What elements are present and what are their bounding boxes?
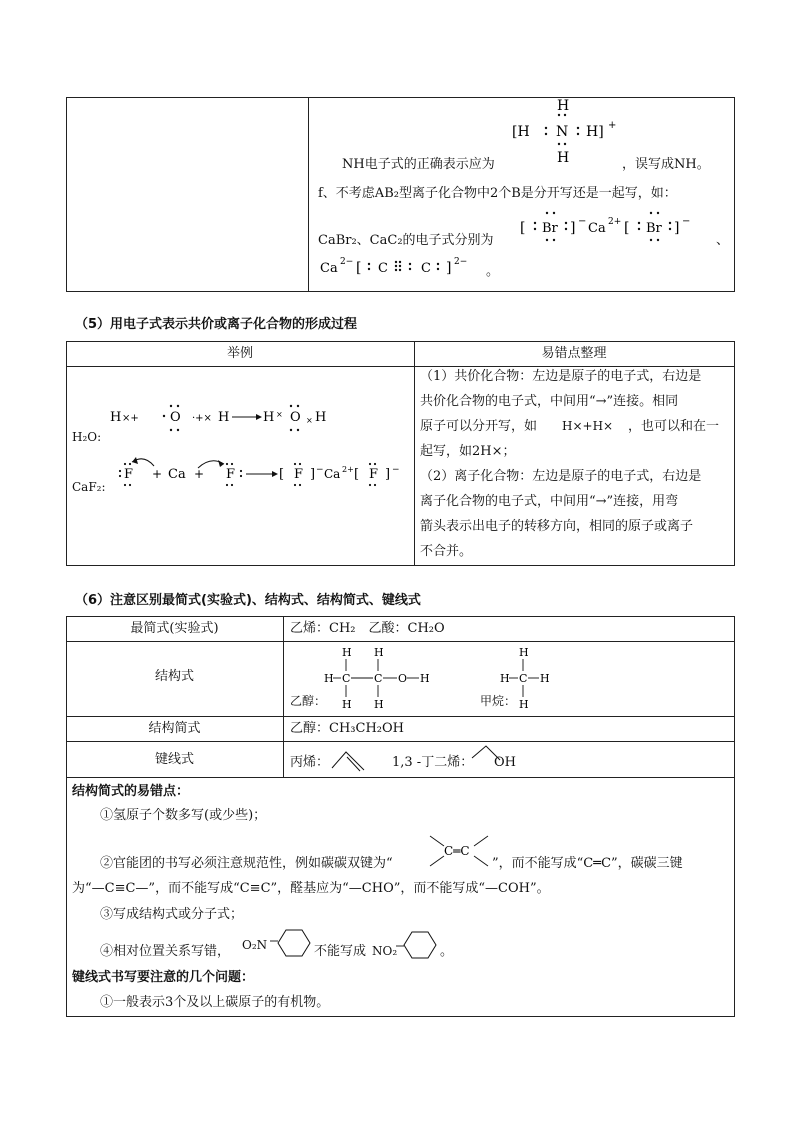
pitfall-2-prefix: ②官能团的书写必须注意规范性，例如碳碳双键为“ [100, 856, 393, 871]
svg-text:H: H [374, 646, 384, 659]
cabr2-separator: 、 [716, 233, 730, 248]
svg-text:Ca: Ca [168, 467, 186, 482]
double-bond-diagram [424, 832, 494, 870]
svg-text:H: H [110, 410, 122, 425]
pitfalls-title: 结构简式的易错点： [72, 784, 190, 799]
nh4-open: [H [512, 124, 530, 140]
bond-line-title: 键线式书写要注意的几个问题： [72, 970, 255, 985]
svg-text:H: H [342, 646, 352, 659]
cac2-electron-formula [318, 254, 488, 280]
svg-text:H: H [342, 698, 352, 711]
benzene-ring-icon [270, 928, 316, 958]
svg-text:H: H [263, 410, 275, 425]
row-condensed-label: 结构简式 [148, 721, 201, 736]
svg-text:C: C [421, 261, 431, 276]
svg-text:H: H [374, 698, 384, 711]
svg-text:]: ] [446, 260, 452, 276]
svg-text:H: H [519, 698, 529, 711]
svg-text:+: + [152, 467, 163, 481]
svg-text:−: − [392, 465, 400, 475]
nh4-bottom-h: H [557, 150, 570, 166]
note-line-5: （2）离子化合物：左边是原子的电子式，右边是 [420, 469, 702, 484]
note-line-3: 原子可以分开写，如 [420, 419, 538, 434]
svg-text:H: H [315, 410, 327, 425]
ethanol-label: 乙醇： [290, 694, 327, 708]
cabr2-electron-formula [520, 208, 720, 248]
svg-text:[: [ [356, 260, 362, 276]
note-line-1: （1）共价化合物：左边是原子的电子式，右边是 [420, 369, 702, 384]
f-rule-text: f、不考虑AB₂型离子化合物中2个B是分开写还是一起写，如： [318, 186, 677, 201]
methane-structural-formula [498, 644, 558, 714]
svg-text:Ca: Ca [320, 261, 338, 276]
cabr2-ca: Ca [588, 221, 606, 236]
double-bond-cc: C═C [444, 844, 470, 858]
svg-text:F: F [226, 467, 236, 482]
cabr2-br2: Br [646, 221, 662, 236]
svg-text:C: C [519, 672, 528, 685]
svg-text:H: H [420, 672, 430, 685]
col-header-examples: 举例 [226, 346, 253, 361]
section5-heading: （5）用电子式表示共价或离子化合物的形成过程 [75, 317, 358, 332]
methane-label: 甲烷： [480, 694, 517, 708]
o2n-group: O₂N [242, 938, 268, 952]
h2o-formation-equation [110, 403, 340, 433]
svg-text:[: [ [279, 467, 285, 482]
svg-text:H: H [519, 646, 529, 659]
pitfall-1: ①氢原子个数多写(或少些)； [100, 808, 267, 823]
note-line-6: 离子化合物的电子式，中间用“→”连接，用弯 [420, 494, 679, 509]
svg-text:H: H [218, 410, 230, 425]
cac2-end: 。 [486, 264, 500, 279]
nh4-center-n: N [556, 124, 569, 140]
svg-text:[: [ [354, 467, 360, 482]
svg-text:−: − [682, 216, 691, 227]
row-empirical-value: 乙烯：CH₂ 乙酸：CH₂O [290, 621, 445, 636]
col-header-pitfalls: 易错点整理 [541, 346, 607, 361]
svg-text:O: O [170, 410, 181, 425]
cabr2-br1: Br [542, 221, 558, 236]
svg-text:]: ] [385, 467, 391, 482]
svg-text:H: H [500, 672, 510, 685]
pitfall-4-mid: 不能写成 [314, 944, 367, 959]
svg-text:2+: 2+ [608, 217, 622, 227]
svg-text:]: ] [310, 467, 316, 482]
pitfall-4-prefix: ④相对位置关系写错， [100, 944, 231, 959]
pitfall-2-suffix: ”，而不能写成“C═C”，碳碳三键 [492, 856, 683, 871]
svg-text:×+: ×+ [122, 413, 139, 424]
nh4-electron-formula [510, 98, 620, 168]
svg-text:O: O [398, 672, 408, 685]
caf2-label: CaF₂: [72, 480, 106, 494]
note-line-4: 起写，如2H×； [420, 444, 516, 459]
svg-text:+: + [194, 467, 205, 481]
row-skeletal-label: 键线式 [154, 752, 194, 767]
svg-text:Ca: Ca [324, 467, 341, 481]
propene-label: 丙烯： [290, 755, 330, 770]
ethanol-structural-formula [322, 644, 442, 714]
svg-text:]: ] [674, 220, 680, 236]
benzene-ring-icon [396, 930, 442, 960]
svg-text:]: ] [570, 220, 576, 236]
svg-text:−: − [316, 465, 324, 475]
row-empirical-label: 最简式(实验式) [130, 621, 219, 636]
nh4-charge: + [608, 120, 617, 131]
no2-group: NO₂ [372, 944, 398, 958]
pitfall-3: ③写成结构式或分子式； [100, 907, 244, 922]
svg-text:C: C [374, 672, 383, 685]
svg-text:F: F [294, 467, 304, 482]
svg-text:F: F [124, 467, 134, 482]
note-inline-formula: H×+H× [562, 419, 614, 433]
cabr2-cac2-label: CaBr₂、CaC₂的电子式分别为 [318, 233, 494, 248]
svg-text:2−: 2− [454, 257, 468, 267]
svg-text:O: O [290, 410, 301, 425]
skeletal-oh: OH [494, 755, 516, 770]
svg-text:[: [ [624, 220, 630, 236]
butadiene-label: 1,3 -丁二烯： [392, 755, 474, 770]
svg-text:C: C [378, 261, 388, 276]
nh4-top-h: H [557, 98, 570, 114]
nh4-close: H] [586, 124, 604, 140]
bond-line-1: ①一般表示3个及以上碳原子的有机物。 [100, 995, 330, 1010]
nh-wrong-label: ，误写成NH。 [622, 157, 710, 172]
svg-text:[: [ [520, 220, 526, 236]
svg-text:2−: 2− [340, 257, 354, 267]
pitfall-4-end: 。 [440, 944, 454, 959]
svg-text:×: × [306, 416, 313, 425]
note-line-7: 箭头表示出电子的转移方向，相同的原子或离子 [420, 519, 694, 534]
svg-text:−: − [578, 216, 587, 227]
svg-text:·+×: ·+× [192, 413, 212, 424]
note-line-3-suffix: ，也可以和在一 [628, 419, 720, 434]
caf2-formation-equation [116, 452, 406, 492]
pitfall-2-line2: 为“—C≡C—”，而不能写成“C≡C”，醛基应为“—CHO”，而不能写成“—COH”。 [72, 881, 550, 896]
svg-text:H: H [540, 672, 550, 685]
nh-correct-label: NH电子式的正确表示应为 [342, 157, 495, 172]
note-line-2: 共价化合物的电子式，中间用“→”连接。相同 [420, 394, 679, 409]
note-line-8: 不合并。 [420, 544, 473, 559]
svg-text:×: × [276, 410, 283, 419]
svg-text:F: F [369, 467, 379, 482]
row-condensed-value: 乙醇：CH₃CH₂OH [290, 721, 404, 736]
svg-text:H: H [324, 672, 334, 685]
section6-heading: （6）注意区别最简式(实验式)、结构式、结构简式、键线式 [75, 593, 421, 608]
svg-text:2+: 2+ [342, 465, 354, 474]
svg-text:C: C [342, 672, 351, 685]
h2o-label: H₂O: [72, 430, 102, 444]
row-structural-label: 结构式 [154, 669, 194, 684]
propene-skeletal-formula [330, 746, 370, 774]
